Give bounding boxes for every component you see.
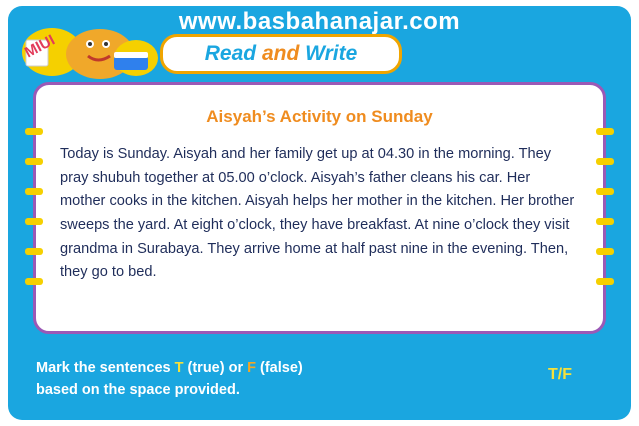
decor-notch-right-5 xyxy=(596,248,614,255)
site-watermark: www.basbahanajar.com xyxy=(178,8,461,35)
reading-passage-box xyxy=(33,82,606,334)
instruction-line-2: based on the space provided. xyxy=(36,381,240,398)
decor-notch-left-4 xyxy=(25,218,43,225)
mascot-label: MIUI xyxy=(21,31,58,62)
true-marker: T xyxy=(174,360,184,376)
instructions xyxy=(36,358,536,402)
decor-notch-left-6 xyxy=(25,278,43,285)
decor-notch-right-6 xyxy=(596,278,614,285)
passage-text: Today is Sunday. Aisyah and her family get up at 04.30 in the morning. They pray shubuh together at 05.00 o’clock. Aisyah’s father cleans his car. Her mother cooks in the kitchen. Aisyah helps her mother in the kitchen. Her brother sweeps the yard. At eight o’clock, they have breakfast. At nine o’clock they visit grandma in Surabaya. They arrive home at half past nine in the evening. Then, they go to bed. xyxy=(60,146,575,281)
false-marker: F xyxy=(247,360,256,376)
instruction-prefix: Mark the sentences xyxy=(36,360,175,376)
tf-column-header: T/F xyxy=(548,366,572,383)
read-and-write-banner xyxy=(160,34,402,74)
banner-text xyxy=(205,42,358,66)
false-word: (false) xyxy=(255,360,303,376)
true-word: (true) xyxy=(183,360,229,376)
banner-read: Read xyxy=(204,42,257,65)
instruction-line-1 xyxy=(36,358,536,380)
or-word: or xyxy=(228,360,248,376)
decor-notch-left-2 xyxy=(25,158,43,165)
decor-notch-left-1 xyxy=(25,128,43,135)
decor-notch-right-1 xyxy=(596,128,614,135)
decor-notch-left-3 xyxy=(25,188,43,195)
banner-and: and xyxy=(261,42,300,65)
passage-title: Aisyah’s Activity on Sunday xyxy=(206,107,433,126)
decor-notch-left-5 xyxy=(25,248,43,255)
decor-notch-right-4 xyxy=(596,218,614,225)
decor-notch-right-3 xyxy=(596,188,614,195)
decor-notch-right-2 xyxy=(596,158,614,165)
banner-write: Write xyxy=(305,42,358,65)
